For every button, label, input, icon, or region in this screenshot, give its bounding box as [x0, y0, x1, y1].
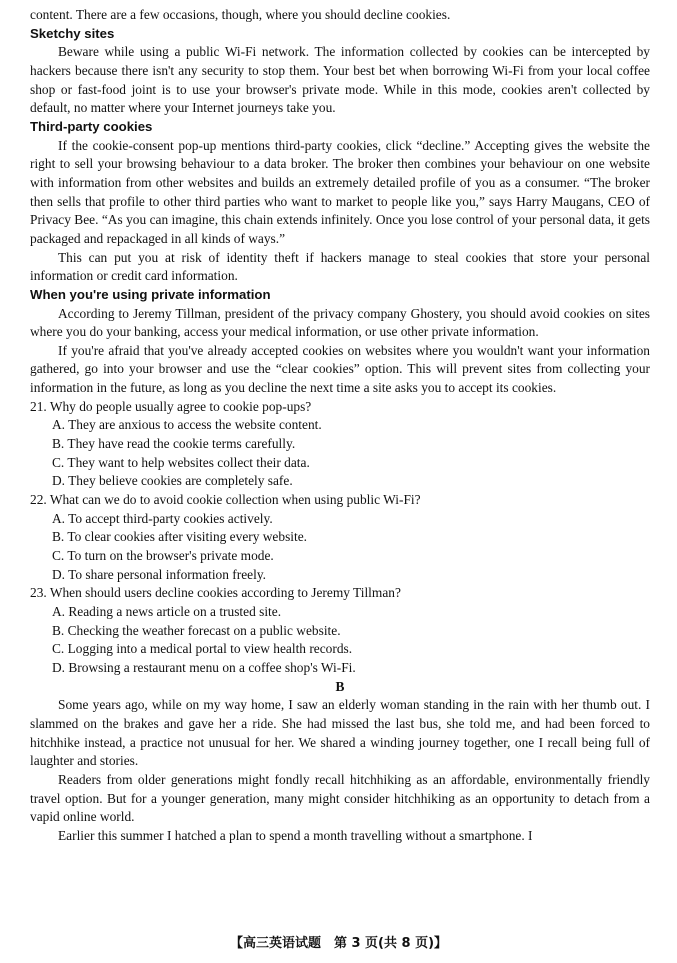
private-info-paragraph-2: If you're afraid that you've already accepted cookies on websites where you wouldn't want your information gathered, go into your browser and use the “clear cookies” option. This will prevent sites from collecting your information in the future, as long as you decline the next time a site asks you to accept its cookies. — [30, 342, 650, 396]
private-info-paragraph-1: According to Jeremy Tillman, president of the privacy company Ghostery, you should avoid cookies on sites where you do your banking, access your medical information, or use other private information. — [30, 305, 650, 340]
answer-options — [52, 603, 650, 678]
third-party-paragraph-2: This can put you at risk of identity theft if hackers manage to steal cookies that store your personal information or credit card information. — [30, 249, 650, 284]
answer-option-a: A. They are anxious to access the website content. — [52, 417, 322, 433]
third-party-paragraph-1: If the cookie-consent pop-up mentions third-party cookies, click “decline.” Accepting gives the website the right to sell your browsing behaviour to a data broker. The broker then combines your behaviour on one website with information from other websites and builds an extremely detailed profile of you as a consumer. “The broker then sells that profile to other third parties who want to market to people like you,” says Harry Maugans, CEO of Privacy Bee. “As you can imagine, this chain extends infinitely. Once you lose control of your personal data, it gets packaged and repackaged in all kinds of ways.” — [30, 137, 650, 246]
answer-option-c: C. Logging into a medical portal to view health records. — [52, 641, 353, 657]
question-stem: 23. When should users decline cookies according to Jeremy Tillman? — [30, 585, 401, 601]
answer-option-d: D. Browsing a restaurant menu on a coffee shop's Wi-Fi. — [52, 659, 356, 675]
section-b-paragraph-1: Some years ago, while on my way home, I saw an elderly woman standing in the rain with her thumb out. I slammed on the brakes and gave her a ride. She had missed the last bus, she told me, and had been forced to hitchhike instead, a practice not unusual for her. We shared a winding journey together, one I recall being full of laughter and stories. — [30, 697, 650, 769]
document-page — [30, 6, 650, 846]
section-b-paragraph-3: Earlier this summer I hatched a plan to spend a month travelling without a smartphone. I — [58, 827, 533, 843]
section-heading-private-information: When you're using private information — [30, 286, 271, 302]
question-21 — [30, 398, 650, 491]
section-heading-sketchy-sites: Sketchy sites — [30, 25, 115, 41]
answer-option-a: A. Reading a news article on a trusted site. — [52, 604, 282, 619]
answer-option-d: D. To share personal information freely. — [52, 566, 266, 582]
answer-options — [52, 510, 650, 585]
page-footer: 【高三英语试题 第 3 页(共 8 页)】 — [229, 936, 448, 951]
section-b-paragraph-2: Readers from older generations might fondly recall hitchhiking as an affordable, environmentally friendly travel option. But for a younger generation, many might consider hitchhiking as an opportunity to detach from a vapid online world. — [30, 771, 650, 825]
answer-options — [52, 416, 650, 491]
answer-option-c: C. To turn on the browser's private mode. — [52, 548, 274, 564]
answer-option-d: D. They believe cookies are completely safe. — [52, 473, 293, 489]
intro-tail-paragraph: content. There are a few occasions, though, where you should decline cookies. — [30, 7, 451, 22]
answer-option-b: B. To clear cookies after visiting every website. — [52, 529, 308, 545]
section-b-label: B — [335, 678, 345, 694]
question-22 — [30, 491, 650, 584]
question-23 — [30, 584, 650, 677]
question-stem: 22. What can we do to avoid cookie collection when using public Wi-Fi? — [30, 492, 421, 508]
answer-option-c: C. They want to help websites collect their data. — [52, 454, 310, 470]
question-stem: 21. Why do people usually agree to cookie pop-ups? — [30, 398, 312, 414]
sketchy-sites-paragraph: Beware while using a public Wi-Fi network. The information collected by cookies can be intercepted by hackers because there isn't any security to stop them. Your best bet when borrowing Wi-Fi from your local coffee shop or fast-food joint is to use your browser's private mode. While in this mode, cookies aren't collected by default, no matter where your Internet journeys take you. — [30, 44, 650, 116]
section-heading-third-party-cookies: Third-party cookies — [30, 118, 153, 134]
answer-option-b: B. Checking the weather forecast on a public website. — [52, 622, 341, 638]
answer-option-a: A. To accept third-party cookies actively. — [52, 510, 273, 526]
answer-option-b: B. They have read the cookie terms carefully. — [52, 436, 296, 452]
